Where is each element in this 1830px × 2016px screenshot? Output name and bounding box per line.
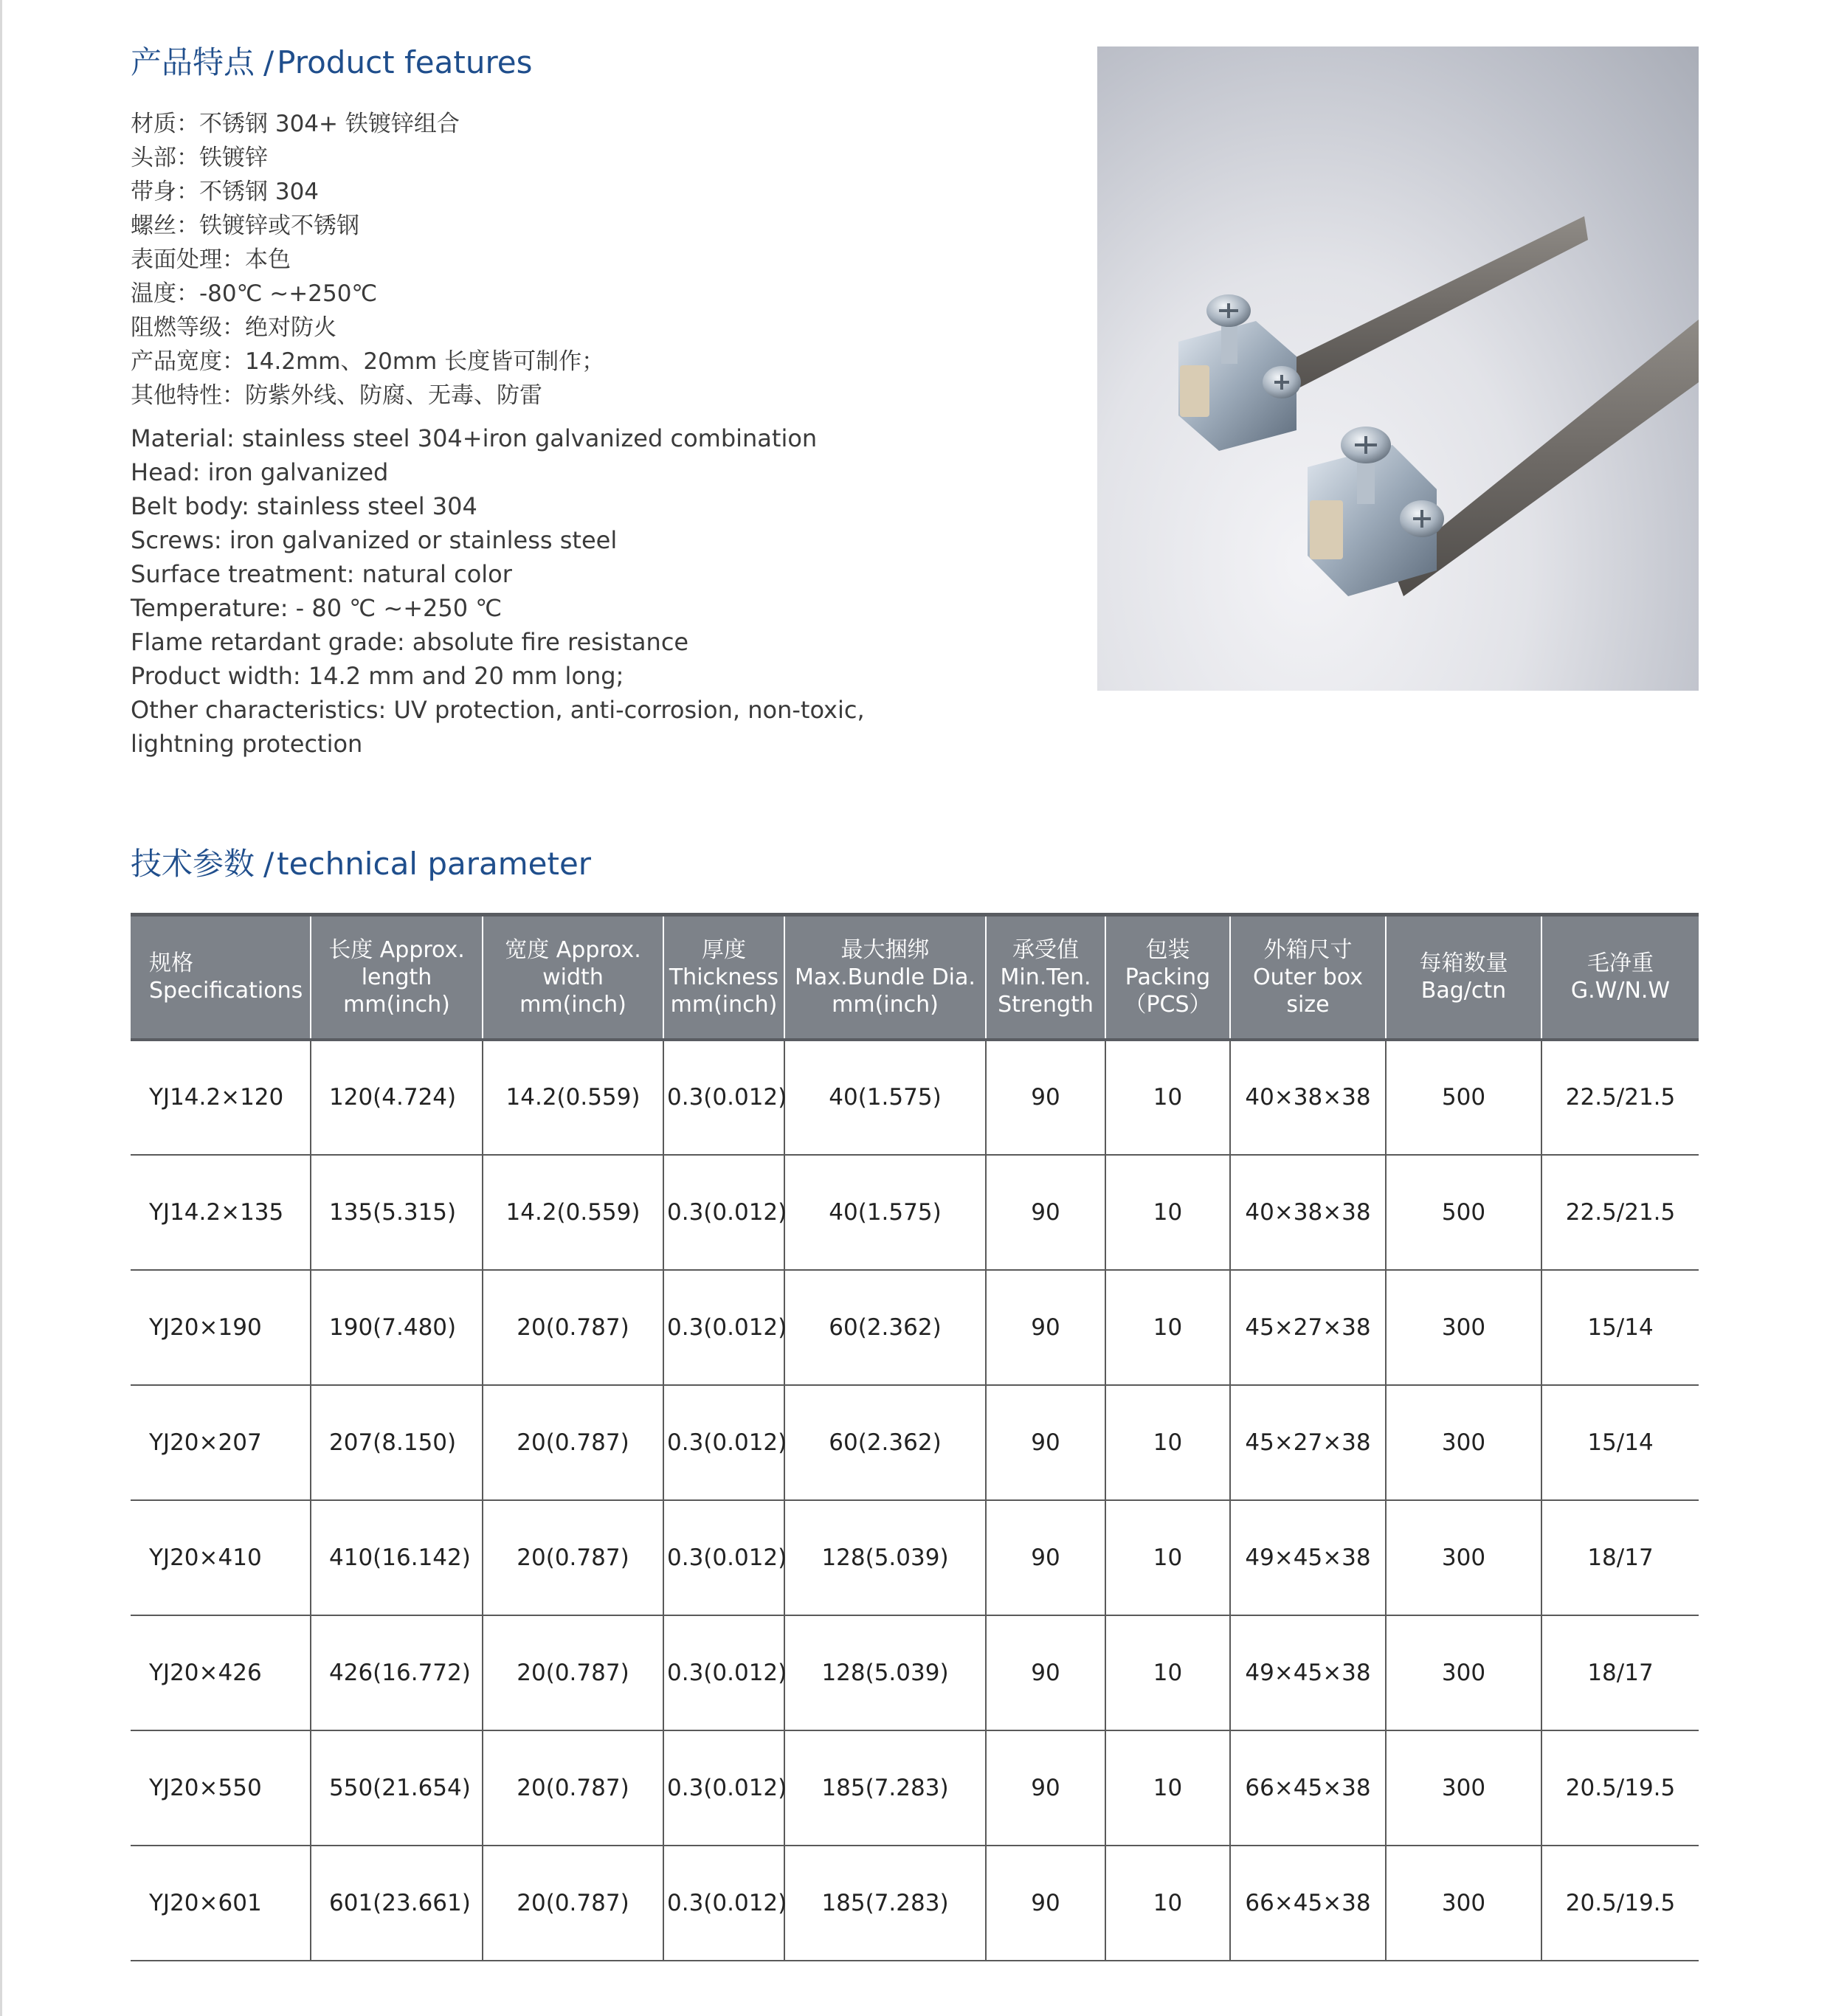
column-header-line: 每箱数量: [1419, 950, 1508, 977]
table-cell: 135(5.315): [311, 1155, 483, 1270]
table-row: [131, 1846, 1699, 1961]
column-header-line: size: [1286, 991, 1330, 1018]
band-upper: [1252, 216, 1588, 408]
feature-cn-line: 螺丝：铁镀锌或不锈钢: [131, 213, 359, 239]
column-header-line: Specifications: [149, 978, 303, 1004]
column-header-line: 宽度 Approx.: [505, 936, 641, 963]
table-cell: 185(7.283): [784, 1846, 986, 1961]
column-header-line: length: [361, 964, 432, 990]
table-cell: 300: [1386, 1385, 1541, 1500]
table-cell: 10: [1105, 1500, 1230, 1615]
table-cell: 410(16.142): [311, 1500, 483, 1615]
table-cell: YJ20×601: [149, 1889, 262, 1916]
column-header: [784, 915, 986, 1040]
table-cell: 90: [986, 1155, 1105, 1270]
column-header: [663, 915, 784, 1040]
table-cell: 20(0.787): [483, 1270, 663, 1385]
table-cell: YJ20×207: [149, 1429, 262, 1456]
table-cell: YJ20×550: [149, 1774, 262, 1801]
table-cell: 14.2(0.559): [483, 1155, 663, 1270]
feature-cn-line: 产品宽度：14.2mm、20mm 长度皆可制作；: [131, 348, 605, 375]
column-header-line: Min.Ten.: [1000, 964, 1091, 990]
feature-en-line: Product width: 14.2 mm and 20 mm long;: [131, 662, 624, 690]
table-cell: 300: [1386, 1615, 1541, 1730]
features-heading-en: Product features: [277, 44, 533, 80]
table-row: [131, 1155, 1699, 1270]
table-cell: 10: [1105, 1040, 1230, 1155]
band-lower: [1392, 320, 1699, 596]
table-cell: 14.2(0.559): [483, 1040, 663, 1155]
column-header-line: mm(inch): [519, 991, 626, 1018]
column-header-line: 最大捆绑: [840, 936, 930, 963]
feature-en-line: Material: stainless steel 304+iron galvanized combination: [131, 424, 818, 452]
table-row: [131, 1040, 1699, 1155]
column-header: [311, 915, 483, 1040]
table-row: [131, 1385, 1699, 1500]
column-header-line: mm(inch): [343, 991, 450, 1018]
page-left-edge: [0, 0, 2, 2016]
column-header-line: 长度 Approx.: [328, 936, 465, 963]
column-header: [1105, 915, 1230, 1040]
params-heading-sep: /: [263, 846, 274, 882]
table-cell: 49×45×38: [1230, 1615, 1386, 1730]
table-cell: 18/17: [1541, 1615, 1699, 1730]
feature-en-line: Other characteristics: UV protection, anti-corrosion, non-toxic,: [131, 696, 865, 724]
table-cell: 10: [1105, 1155, 1230, 1270]
table-cell: 22.5/21.5: [1541, 1155, 1699, 1270]
features-heading-cn: 产品特点: [131, 44, 255, 80]
table-cell: 60(2.362): [784, 1270, 986, 1385]
column-header: [1386, 915, 1541, 1040]
table-cell: 550(21.654): [311, 1730, 483, 1846]
table-cell: 90: [986, 1270, 1105, 1385]
column-header-line: 毛净重: [1587, 950, 1654, 977]
column-header-line: 厚度: [702, 936, 746, 963]
table-cell: 22.5/21.5: [1541, 1040, 1699, 1155]
table-cell: 500: [1386, 1040, 1541, 1155]
feature-en-line: Temperature: - 80 ℃ ~+250 ℃: [131, 594, 503, 622]
column-header: [483, 915, 663, 1040]
table-cell: 300: [1386, 1846, 1541, 1961]
table-cell: YJ20×426: [149, 1659, 262, 1686]
column-header-line: G.W/N.W: [1570, 978, 1671, 1004]
feature-cn-line: 头部：铁镀锌: [131, 145, 268, 171]
table-cell: 45×27×38: [1230, 1385, 1386, 1500]
table-cell: 20(0.787): [483, 1385, 663, 1500]
table-cell: 90: [986, 1385, 1105, 1500]
table-cell: 0.3(0.012): [663, 1846, 784, 1961]
table-body: [131, 1040, 1699, 1961]
buckle-upper: [1178, 294, 1301, 451]
table-cell: YJ20×410: [149, 1544, 262, 1571]
table-cell: 10: [1105, 1270, 1230, 1385]
table-cell: 40×38×38: [1230, 1040, 1386, 1155]
table-cell: 40(1.575): [784, 1040, 986, 1155]
product-photo: [1097, 46, 1699, 691]
table-cell: 15/14: [1541, 1385, 1699, 1500]
table-row: [131, 1500, 1699, 1615]
feature-en-line: Screws: iron galvanized or stainless steel: [131, 526, 618, 554]
buckle-lower: [1308, 427, 1444, 596]
feature-en-line: Flame retardant grade: absolute fire resistance: [131, 628, 689, 656]
table-cell: 0.3(0.012): [663, 1040, 784, 1155]
table-cell: 120(4.724): [311, 1040, 483, 1155]
column-header-line: width: [542, 964, 604, 990]
table-cell: 66×45×38: [1230, 1846, 1386, 1961]
table-row: [131, 1730, 1699, 1846]
features-cn-list: [131, 107, 604, 412]
table-cell: 20(0.787): [483, 1500, 663, 1615]
table-cell: 40(1.575): [784, 1155, 986, 1270]
feature-cn-line: 阻燃等级：绝对防火: [131, 314, 336, 341]
table-cell: 426(16.772): [311, 1615, 483, 1730]
column-header-line: mm(inch): [832, 991, 939, 1018]
feature-cn-line: 其他特性：防紫外线、防腐、无毒、防雷: [131, 382, 542, 409]
table-cell: 0.3(0.012): [663, 1730, 784, 1846]
table-cell: 90: [986, 1615, 1105, 1730]
column-header-line: Packing: [1125, 964, 1211, 990]
feature-cn-line: 带身：不锈钢 304: [131, 179, 320, 205]
column-header-line: 规格: [149, 950, 193, 977]
table-cell: 500: [1386, 1155, 1541, 1270]
features-en-list: [131, 421, 865, 761]
table-cell: 0.3(0.012): [663, 1615, 784, 1730]
table-cell: 10: [1105, 1615, 1230, 1730]
column-header-line: Outer box: [1253, 964, 1363, 990]
feature-cn-line: 材质：不锈钢 304+ 铁镀锌组合: [131, 111, 460, 137]
column-header-line: Strength: [998, 991, 1094, 1018]
table-cell: 190(7.480): [311, 1270, 483, 1385]
table-cell: 207(8.150): [311, 1385, 483, 1500]
table-cell: 0.3(0.012): [663, 1155, 784, 1270]
column-header-line: （PCS）: [1124, 991, 1212, 1018]
table-cell: YJ20×190: [149, 1313, 262, 1341]
table-cell: 45×27×38: [1230, 1270, 1386, 1385]
table-cell: 185(7.283): [784, 1730, 986, 1846]
header-row: [131, 915, 1699, 1040]
column-header-line: mm(inch): [670, 991, 778, 1018]
column-header: [1230, 915, 1386, 1040]
table-cell: 90: [986, 1500, 1105, 1615]
table-cell: 601(23.661): [311, 1846, 483, 1961]
table-cell: 20(0.787): [483, 1615, 663, 1730]
table-cell: 20(0.787): [483, 1846, 663, 1961]
table-cell: YJ14.2×135: [149, 1198, 284, 1226]
table-cell: 128(5.039): [784, 1500, 986, 1615]
table-cell: 0.3(0.012): [663, 1385, 784, 1500]
column-header-line: Thickness: [669, 964, 779, 990]
table-cell: 128(5.039): [784, 1615, 986, 1730]
column-header: [1541, 915, 1699, 1040]
feature-en-line: lightning protection: [131, 730, 363, 758]
table-cell: YJ14.2×120: [149, 1084, 284, 1111]
table-cell: 0.3(0.012): [663, 1500, 784, 1615]
feature-cn-line: 温度：-80℃ ~+250℃: [131, 280, 378, 307]
column-header-line: 承受值: [1012, 936, 1079, 963]
params-heading-en: technical parameter: [277, 846, 592, 882]
params-heading: [131, 840, 591, 884]
table-cell: 90: [986, 1040, 1105, 1155]
table-cell: 300: [1386, 1730, 1541, 1846]
column-header-line: 包装: [1145, 936, 1190, 963]
table-cell: 90: [986, 1730, 1105, 1846]
column-header: [131, 915, 311, 1040]
column-header-line: Max.Bundle Dia.: [795, 964, 976, 990]
table-cell: 49×45×38: [1230, 1500, 1386, 1615]
column-header: [986, 915, 1105, 1040]
feature-en-line: Belt body: stainless steel 304: [131, 492, 477, 520]
table-cell: 0.3(0.012): [663, 1270, 784, 1385]
table-cell: 10: [1105, 1846, 1230, 1961]
table-cell: 66×45×38: [1230, 1730, 1386, 1846]
table-cell: 40×38×38: [1230, 1155, 1386, 1270]
table-cell: 15/14: [1541, 1270, 1699, 1385]
feature-cn-line: 表面处理：本色: [131, 246, 291, 273]
table-cell: 90: [986, 1846, 1105, 1961]
table-cell: 18/17: [1541, 1500, 1699, 1615]
table-cell: 10: [1105, 1730, 1230, 1846]
table-header: [131, 915, 1699, 1040]
table-cell: 300: [1386, 1270, 1541, 1385]
table-cell: 300: [1386, 1500, 1541, 1615]
column-header-line: Bag/ctn: [1420, 978, 1507, 1004]
features-heading-sep: /: [263, 44, 274, 80]
feature-en-line: Head: iron galvanized: [131, 458, 389, 486]
feature-en-line: Surface treatment: natural color: [131, 560, 512, 588]
params-heading-cn: 技术参数: [131, 846, 255, 882]
features-heading: [131, 38, 533, 83]
technical-parameter-table: [131, 913, 1699, 1961]
table-row: [131, 1270, 1699, 1385]
table-cell: 20.5/19.5: [1541, 1730, 1699, 1846]
table-cell: 10: [1105, 1385, 1230, 1500]
table-cell: 60(2.362): [784, 1385, 986, 1500]
table-cell: 20.5/19.5: [1541, 1846, 1699, 1961]
table-row: [131, 1615, 1699, 1730]
column-header-line: 外箱尺寸: [1263, 936, 1353, 963]
table-cell: 20(0.787): [483, 1730, 663, 1846]
